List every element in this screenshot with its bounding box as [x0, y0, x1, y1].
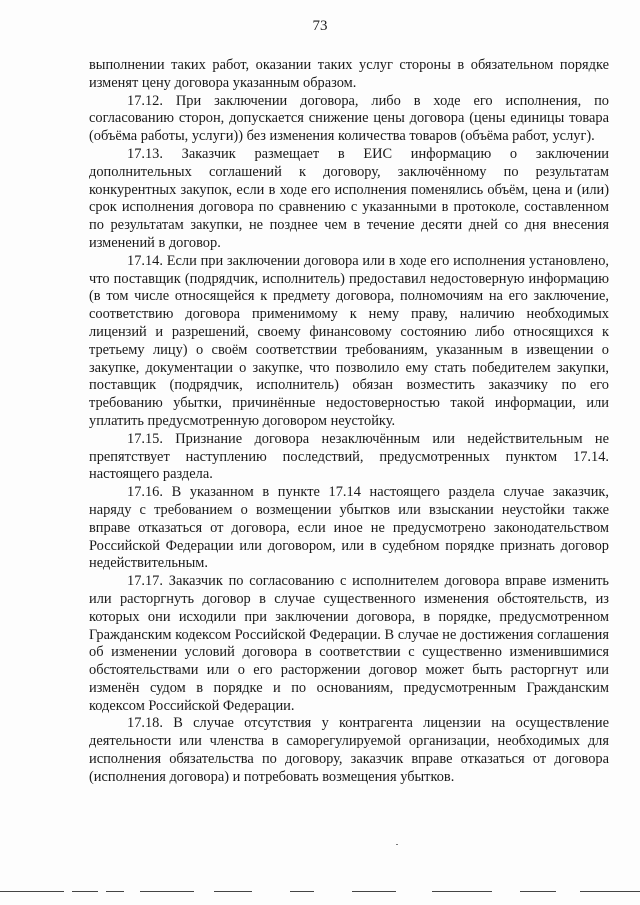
paragraph-17-12: 17.12. При заключении договора, либо в ходе его исполнения, по согласованию сторон, допускается снижение цены договора (цены единицы товара (объёма работы, услуги)) без изменения количества товаров (объёма работ, услуг).	[89, 92, 609, 145]
paragraph-17-13: 17.13. Заказчик размещает в ЕИС информацию о заключении дополнительных соглашений к договору, заключённому по результатам конкурентных закупок, если в ходе его исполнения поменялись объём, цена и (или) срок исполнения договора по сравнению с указанными в протоколе, составленном по результатам закупки, не позднее чем в течение десяти дней со дня внесения изменений в договор.	[89, 145, 609, 251]
paragraph-17-15: 17.15. Признание договора незаключённым или недействительным не препятствует наступлению последствий, предусмотренных пунктом 17.14. настоящего раздела.	[89, 430, 609, 483]
paragraph-17-14: 17.14. Если при заключении договора или в ходе его исполнения установлено, что поставщик (подрядчик, исполнитель) предоставил недостоверную информацию (в том числе относящейся к предмету договора, полномочиям на его заключение, соответствию договора применимому к нему праву, наличию необходимых лицензий и разрешений, своему финансовому состоянию либо относящихся к третьему лицу) о своём соответствии требованиям, указанным в извещении о закупке, документации о закупке, что позволило ему стать победителем закупки, поставщик (подрядчик, исполнитель) обязан возместить заказчику по его требованию убытки, причинённые недостоверностью такой информации, или уплатить предусмотренную договором неустойку.	[89, 252, 609, 429]
page-number: 73	[312, 18, 328, 34]
document-body	[89, 57, 609, 787]
scan-speck	[396, 844, 398, 845]
paragraph-continuation: выполнении таких работ, оказании таких услуг стороны в обязательном порядке изменят цену договора указанным образом.	[89, 57, 609, 91]
paragraph-17-16: 17.16. В указанном в пункте 17.14 настоящего раздела случае заказчик, наряду с требованием о возмещении убытков или взыскании неустойки также вправе отказаться от договора, если иное не предусмотрено законодательством Российской Федерации или договором, или в судебном порядке признать договор недействительным.	[89, 484, 609, 572]
paragraph-17-17: 17.17. Заказчик по согласованию с исполнителем договора вправе изменить или расторгнуть договор в случае существенного изменения обстоятельств, из которых они исходили при заключении договора, в порядке, предусмотренном Гражданским кодексом Российской Федерации. В случае не достижения соглашения об изменении условий договора в соответствии с существенно изменившимися обстоятельствами или о его расторжении договор может быть расторгнут или изменён судом в порядке и по основаниям, предусмотренным Гражданским кодексом Российской Федерации.	[89, 573, 609, 714]
scan-edge-artifact	[0, 891, 640, 897]
paragraph-17-18: 17.18. В случае отсутствия у контрагента лицензии на осуществление деятельности или членства в саморегулируемой организации, необходимых для исполнения обязательства по договору, заказчик вправе отказаться от договора (исполнения договора) и потребовать возмещения убытков.	[89, 715, 609, 785]
